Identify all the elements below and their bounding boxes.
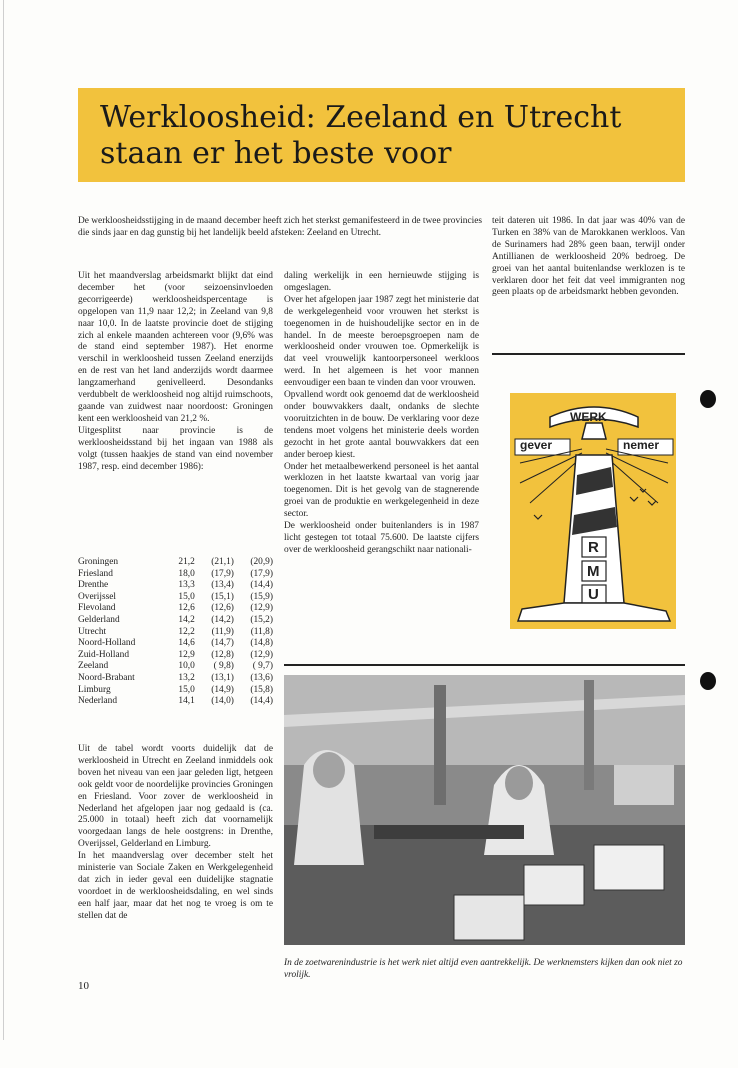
value-dec-1987: 15,0 (178, 591, 195, 602)
paragraph: Uitgesplitst naar provincie is de werkloosheidsstand bij het ingaan van 1988 als volgt (tussen haakjes de stand van eind november 1987, resp. eind december 1986): (78, 425, 273, 472)
value-nov-1987: (17,9) (211, 568, 234, 579)
value-nov-1987: (21,1) (211, 557, 234, 567)
paragraph: Uit de tabel wordt voorts duidelijk dat de werkloosheid in Utrecht en Zeeland inmiddels ook boven het niveau van een jaar geleden ligt, hetgeen ook geldt voor de noordelijke provincies Groningen en Friesland. Voor zover de werkloosheid in Nederland het afgelopen jaar nog gedaald is (ca. 25.000 in totaal) heeft zich dat voornamelijk voorgedaan langs de hele oostgrens: in Drenthe, Overijssel, Gelderland en Limburg. (78, 744, 273, 850)
table-row (78, 696, 273, 708)
table-row (78, 592, 273, 604)
table-row (78, 650, 273, 662)
province-cell: Zuid-Holland (78, 649, 130, 660)
photo-caption: In de zoetwarenindustrie is het werk niet altijd even aantrekkelijk. De werknemsters kijken dan ook niet zo vrolijk. (284, 958, 683, 980)
value-dec-1986: (15,2) (250, 614, 273, 625)
table-row (78, 661, 273, 673)
table-row (78, 557, 273, 569)
table-row (78, 638, 273, 650)
value-nov-1987: (12,8) (211, 649, 234, 660)
column-1-bottom (78, 744, 273, 923)
binder-hole (700, 390, 716, 408)
value-nov-1987: (13,1) (211, 672, 234, 683)
binder-hole (700, 672, 716, 690)
value-nov-1987: (12,6) (211, 603, 234, 614)
divider (492, 353, 685, 355)
page-edge (3, 0, 4, 1040)
value-dec-1987: 18,0 (178, 568, 195, 579)
column-1 (78, 271, 273, 473)
value-dec-1986: (13,6) (250, 672, 273, 683)
province-cell: Gelderland (78, 614, 120, 625)
paragraph: Uit het maandverslag arbeidsmarkt blijkt dat eind december het (voor seizoensinvloeden gecorrigeerde) werkloosheidspercentage is opgelopen van 11,9 naar 12,2; in Zeeland van 9,8 naar 10,0. In de laatste provincie doet de stijging zich al enkele maanden achtereen voor (9,6% was de stand eind september 1987). Het enorme verschil in werkloosheid tussen Zeeland enerzijds en de rest van het land anderzijds wordt daarmee langzamerhand genivelleerd. Desondanks verdubbelt de werkloosheid nog altijd ruimschoots, gaande van zuidwest naar noordoost: Groningen kent een werkloosheid van 21,2 %. (78, 271, 273, 424)
value-dec-1987: 21,2 (178, 557, 195, 567)
divider (284, 664, 685, 666)
rmu-logo (510, 393, 676, 629)
value-nov-1987: (14,2) (211, 614, 234, 625)
logo-word-gever: gever (520, 438, 553, 452)
province-cell: Utrecht (78, 626, 107, 637)
page-number: 10 (78, 980, 89, 992)
province-cell: Overijssel (78, 591, 117, 602)
value-nov-1987: ( 9,8) (213, 661, 234, 672)
logo-word-werk: WERK (570, 410, 607, 424)
table-row (78, 627, 273, 639)
logo-word-nemer: nemer (623, 438, 660, 452)
value-nov-1987: (11,9) (211, 626, 234, 637)
paragraph: In het maandverslag over december stelt het ministerie van Sociale Zaken en Werkgelegenheid dat zich in ieder geval een duidelijke stagnatie voordoet in de werkloosheidsdaling, en wel sinds een half jaar, maar dat het nog te vroeg is om te stellen dat de (78, 851, 273, 921)
value-dec-1987: 12,2 (178, 626, 195, 637)
province-cell: Drenthe (78, 580, 109, 591)
unemployment-table (78, 557, 273, 708)
province-cell: Flevoland (78, 603, 116, 614)
factory-photo (284, 675, 685, 945)
province-cell: Noord-Brabant (78, 672, 135, 683)
table-row (78, 685, 273, 697)
value-dec-1986: (17,9) (250, 568, 273, 579)
value-dec-1987: 12,9 (178, 649, 195, 660)
paragraph: Opvallend wordt ook genoemd dat de werkloosheid onder bouwvakkers daalt, ondanks de slechte vooruitzichten in de bouw. De verklaring voor deze tendens moet volgens het ministerie deels worden gezocht in het grote aantal bouwvakkers dat een ander beroep kiest. (284, 390, 479, 460)
value-dec-1986: (20,9) (250, 557, 273, 567)
paragraph: De werkloosheid onder buitenlanders is in 1987 licht gestegen tot totaal 75.600. De laatste cijfers over de werkloosheid gerangschikt naar nationali- (284, 521, 479, 555)
value-nov-1987: (14,7) (211, 638, 234, 649)
value-dec-1986: (11,8) (250, 626, 273, 637)
value-dec-1987: 13,2 (178, 672, 195, 683)
table-row (78, 673, 273, 685)
value-dec-1987: 14,1 (178, 696, 195, 707)
value-dec-1987: 10,0 (178, 661, 195, 672)
value-dec-1987: 14,6 (178, 638, 195, 649)
paragraph: Over het afgelopen jaar 1987 zegt het ministerie dat de werkgelegenheid voor vrouwen het sterkst is toegenomen in de huishoudelijke sector en in de handel. In de meeste beroepsgroepen nam de werkloosheid onder vrouwen toe. Opmerkelijk is dat veel vrouwelijk kantoorpersoneel werkloos werd. In het algemeen is het voor mannen eenvoudiger een baan te vinden dan voor vrouwen. (284, 294, 479, 389)
paragraph: teit dateren uit 1986. In dat jaar was 40% van de Turken en 38% van de Marokkanen werkloos. Van de Surinamers had 28% geen baan, terwijl onder Antillianen de werkloosheid 20% bedroeg. De groei van het aantal buitenlandse werklozen is te verklaren door het feit dat veel immigranten nog geen plaats op de arbeidsmarkt hebben gevonden. (492, 216, 685, 298)
article-intro (78, 216, 483, 240)
value-dec-1986: ( 9,7) (252, 661, 273, 672)
value-dec-1986: (12,9) (250, 603, 273, 614)
value-dec-1986: (12,9) (250, 649, 273, 660)
province-cell: Noord-Holland (78, 638, 136, 649)
value-nov-1987: (13,4) (211, 580, 234, 591)
value-dec-1986: (15,8) (250, 684, 273, 695)
column-3 (492, 216, 685, 299)
value-dec-1987: 12,6 (178, 603, 195, 614)
province-cell: Zeeland (78, 661, 109, 672)
article-title: Werkloosheid: Zeeland en Utrecht staan er het beste voor (100, 100, 622, 171)
province-cell: Groningen (78, 557, 119, 567)
province-cell: Nederland (78, 696, 118, 707)
table-row (78, 569, 273, 581)
paragraph: Onder het metaalbewerkend personeel is het aantal werklozen in het laatste kwartaal van vorig jaar toegenomen. Dit is het gevolg van de stagnerende groei van de produktie en werkgelegenheid in deze sector. (284, 461, 479, 520)
logo-letter: R (588, 539, 599, 556)
value-dec-1987: 15,0 (178, 684, 195, 695)
value-dec-1987: 13,3 (178, 580, 195, 591)
value-dec-1987: 14,2 (178, 614, 195, 625)
province-cell: Limburg (78, 684, 111, 695)
logo-letter: M (587, 563, 600, 580)
table-row (78, 580, 273, 592)
table-row (78, 603, 273, 615)
column-2 (284, 271, 479, 557)
value-nov-1987: (14,0) (211, 696, 234, 707)
value-dec-1986: (14,4) (250, 580, 273, 591)
table-row (78, 615, 273, 627)
province-cell: Friesland (78, 568, 113, 579)
value-nov-1987: (14,9) (211, 684, 234, 695)
value-dec-1986: (14,4) (250, 696, 273, 707)
value-dec-1986: (15,9) (250, 591, 273, 602)
value-dec-1986: (14,8) (250, 638, 273, 649)
paragraph: daling werkelijk in een hernieuwde stijging is omgeslagen. (284, 271, 479, 293)
intro-paragraph: De werkloosheidsstijging in de maand december heeft zich het sterkst gemanifesteerd in de twee provincies die sinds jaar en dag gunstig bij het landelijk beeld afsteken: Zeeland en Utrecht. (78, 216, 483, 238)
logo-letter: U (588, 586, 599, 603)
value-nov-1987: (15,1) (211, 591, 234, 602)
